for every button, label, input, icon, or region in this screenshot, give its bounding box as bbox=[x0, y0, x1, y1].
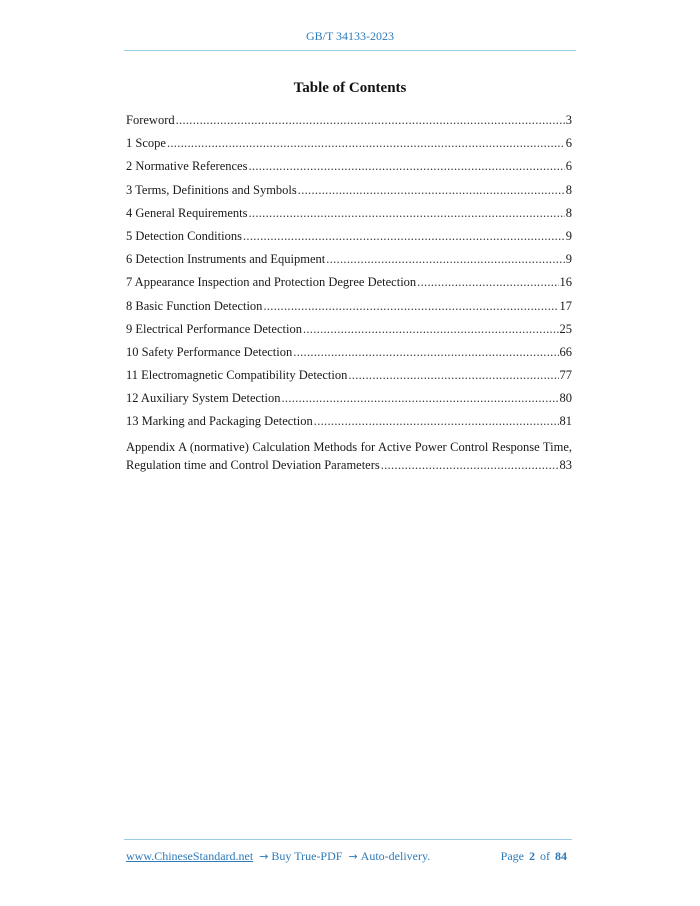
toc-entry-page: 9 bbox=[565, 252, 572, 267]
page-label: Page bbox=[500, 849, 524, 863]
arrow-right-icon: → bbox=[348, 850, 358, 863]
toc-entry-title: 8 Basic Function Detection bbox=[126, 298, 263, 313]
toc-entry-title: 4 General Requirements bbox=[126, 205, 248, 220]
toc-entry-page: 3 bbox=[565, 113, 572, 127]
toc-entry-appearance-inspection[interactable] bbox=[126, 275, 572, 298]
page-footer bbox=[126, 849, 572, 864]
toc-entry-page: 17 bbox=[559, 298, 572, 313]
toc-leader bbox=[348, 368, 558, 382]
toc-entry-appendix-a[interactable] bbox=[126, 440, 572, 472]
arrow-right-icon: → bbox=[259, 850, 269, 863]
toc-entry-normative-references[interactable] bbox=[126, 159, 572, 182]
toc-entry-terms-definitions[interactable] bbox=[126, 183, 572, 206]
toc-leader bbox=[167, 136, 565, 150]
header-doc-code: GB/T 34133-2023 bbox=[305, 29, 395, 43]
toc-entry-page: 9 bbox=[565, 228, 572, 243]
toc-entry-title-line2-row bbox=[126, 458, 572, 472]
toc-entry-title: 1 Scope bbox=[126, 136, 166, 151]
toc-entry-title: 10 Safety Performance Detection bbox=[126, 344, 293, 359]
toc-entry-title: 3 Terms, Definitions and Symbols bbox=[126, 182, 297, 197]
toc-entry-safety-performance[interactable] bbox=[126, 345, 572, 368]
toc-leader bbox=[282, 391, 559, 405]
toc-entry-title: 5 Detection Conditions bbox=[126, 228, 242, 243]
toc-leader bbox=[293, 345, 558, 359]
toc-entry-electromagnetic-compatibility[interactable] bbox=[126, 368, 572, 391]
toc-leader bbox=[417, 275, 558, 289]
page-total: 84 bbox=[555, 849, 567, 863]
toc-entry-marking-packaging[interactable] bbox=[126, 414, 572, 437]
toc-leader bbox=[243, 229, 565, 243]
buy-true-pdf-text: Buy True-PDF bbox=[271, 849, 343, 863]
toc-entry-detection-instruments[interactable] bbox=[126, 252, 572, 275]
toc-leader bbox=[314, 414, 559, 428]
toc-entry-foreword[interactable] bbox=[126, 113, 572, 136]
toc-entry-page: 80 bbox=[559, 391, 572, 406]
header-divider bbox=[124, 50, 576, 51]
toc-leader bbox=[326, 252, 564, 266]
toc-leader bbox=[176, 113, 565, 127]
toc-leader bbox=[381, 458, 559, 472]
page-number bbox=[501, 849, 572, 864]
toc-entry-title: 2 Normative References bbox=[126, 159, 248, 174]
toc-entry-page: 81 bbox=[559, 414, 572, 429]
toc-leader bbox=[303, 322, 559, 336]
toc-entry-scope[interactable] bbox=[126, 136, 572, 159]
toc-leader bbox=[263, 299, 558, 313]
auto-delivery-text: Auto-delivery. bbox=[360, 849, 431, 863]
toc-entry-page: 6 bbox=[565, 159, 572, 174]
toc-entry-page: 6 bbox=[565, 136, 572, 151]
page-of: of bbox=[540, 849, 550, 863]
toc-entry-basic-function[interactable] bbox=[126, 299, 572, 322]
toc-entry-title: 13 Marking and Packaging Detection bbox=[126, 414, 313, 429]
toc-entry-title: 6 Detection Instruments and Equipment bbox=[126, 252, 326, 267]
toc-entry-title: 11 Electromagnetic Compatibility Detection bbox=[126, 368, 348, 383]
footer-divider bbox=[124, 839, 572, 840]
page-title: Table of Contents bbox=[293, 80, 407, 96]
page-current: 2 bbox=[529, 849, 535, 863]
toc-entry-title: 9 Electrical Performance Detection bbox=[126, 321, 302, 336]
toc-entry-detection-conditions[interactable] bbox=[126, 229, 572, 252]
toc-entry-page: 8 bbox=[565, 205, 572, 220]
toc-entry-electrical-performance[interactable] bbox=[126, 322, 572, 345]
toc-entry-title-line1: Appendix A (normative) Calculation Methods for Active Power Control Response Time, bbox=[126, 439, 572, 454]
toc-leader bbox=[298, 183, 565, 197]
footer-left bbox=[126, 849, 430, 864]
toc-entry-title: 12 Auxiliary System Detection bbox=[126, 391, 281, 406]
toc-leader bbox=[248, 206, 564, 220]
toc-entry-page: 77 bbox=[559, 368, 572, 383]
toc-entry-title: 7 Appearance Inspection and Protection Degree Detection bbox=[126, 275, 417, 290]
toc-leader bbox=[248, 159, 564, 173]
toc-entry-page: 25 bbox=[559, 321, 572, 336]
toc-entry-page: 16 bbox=[559, 275, 572, 290]
toc-entry-title-line2: Regulation time and Control Deviation Parameters bbox=[126, 457, 380, 472]
site-link[interactable]: www.ChineseStandard.net bbox=[126, 849, 254, 863]
toc-entry-general-requirements[interactable] bbox=[126, 206, 572, 229]
toc-entry-title: Foreword bbox=[126, 113, 175, 127]
toc-entry-page: 66 bbox=[559, 344, 572, 359]
table-of-contents bbox=[126, 113, 572, 472]
toc-entry-page: 8 bbox=[565, 182, 572, 197]
toc-entry-auxiliary-system[interactable] bbox=[126, 391, 572, 414]
toc-entry-page: 83 bbox=[559, 457, 572, 472]
